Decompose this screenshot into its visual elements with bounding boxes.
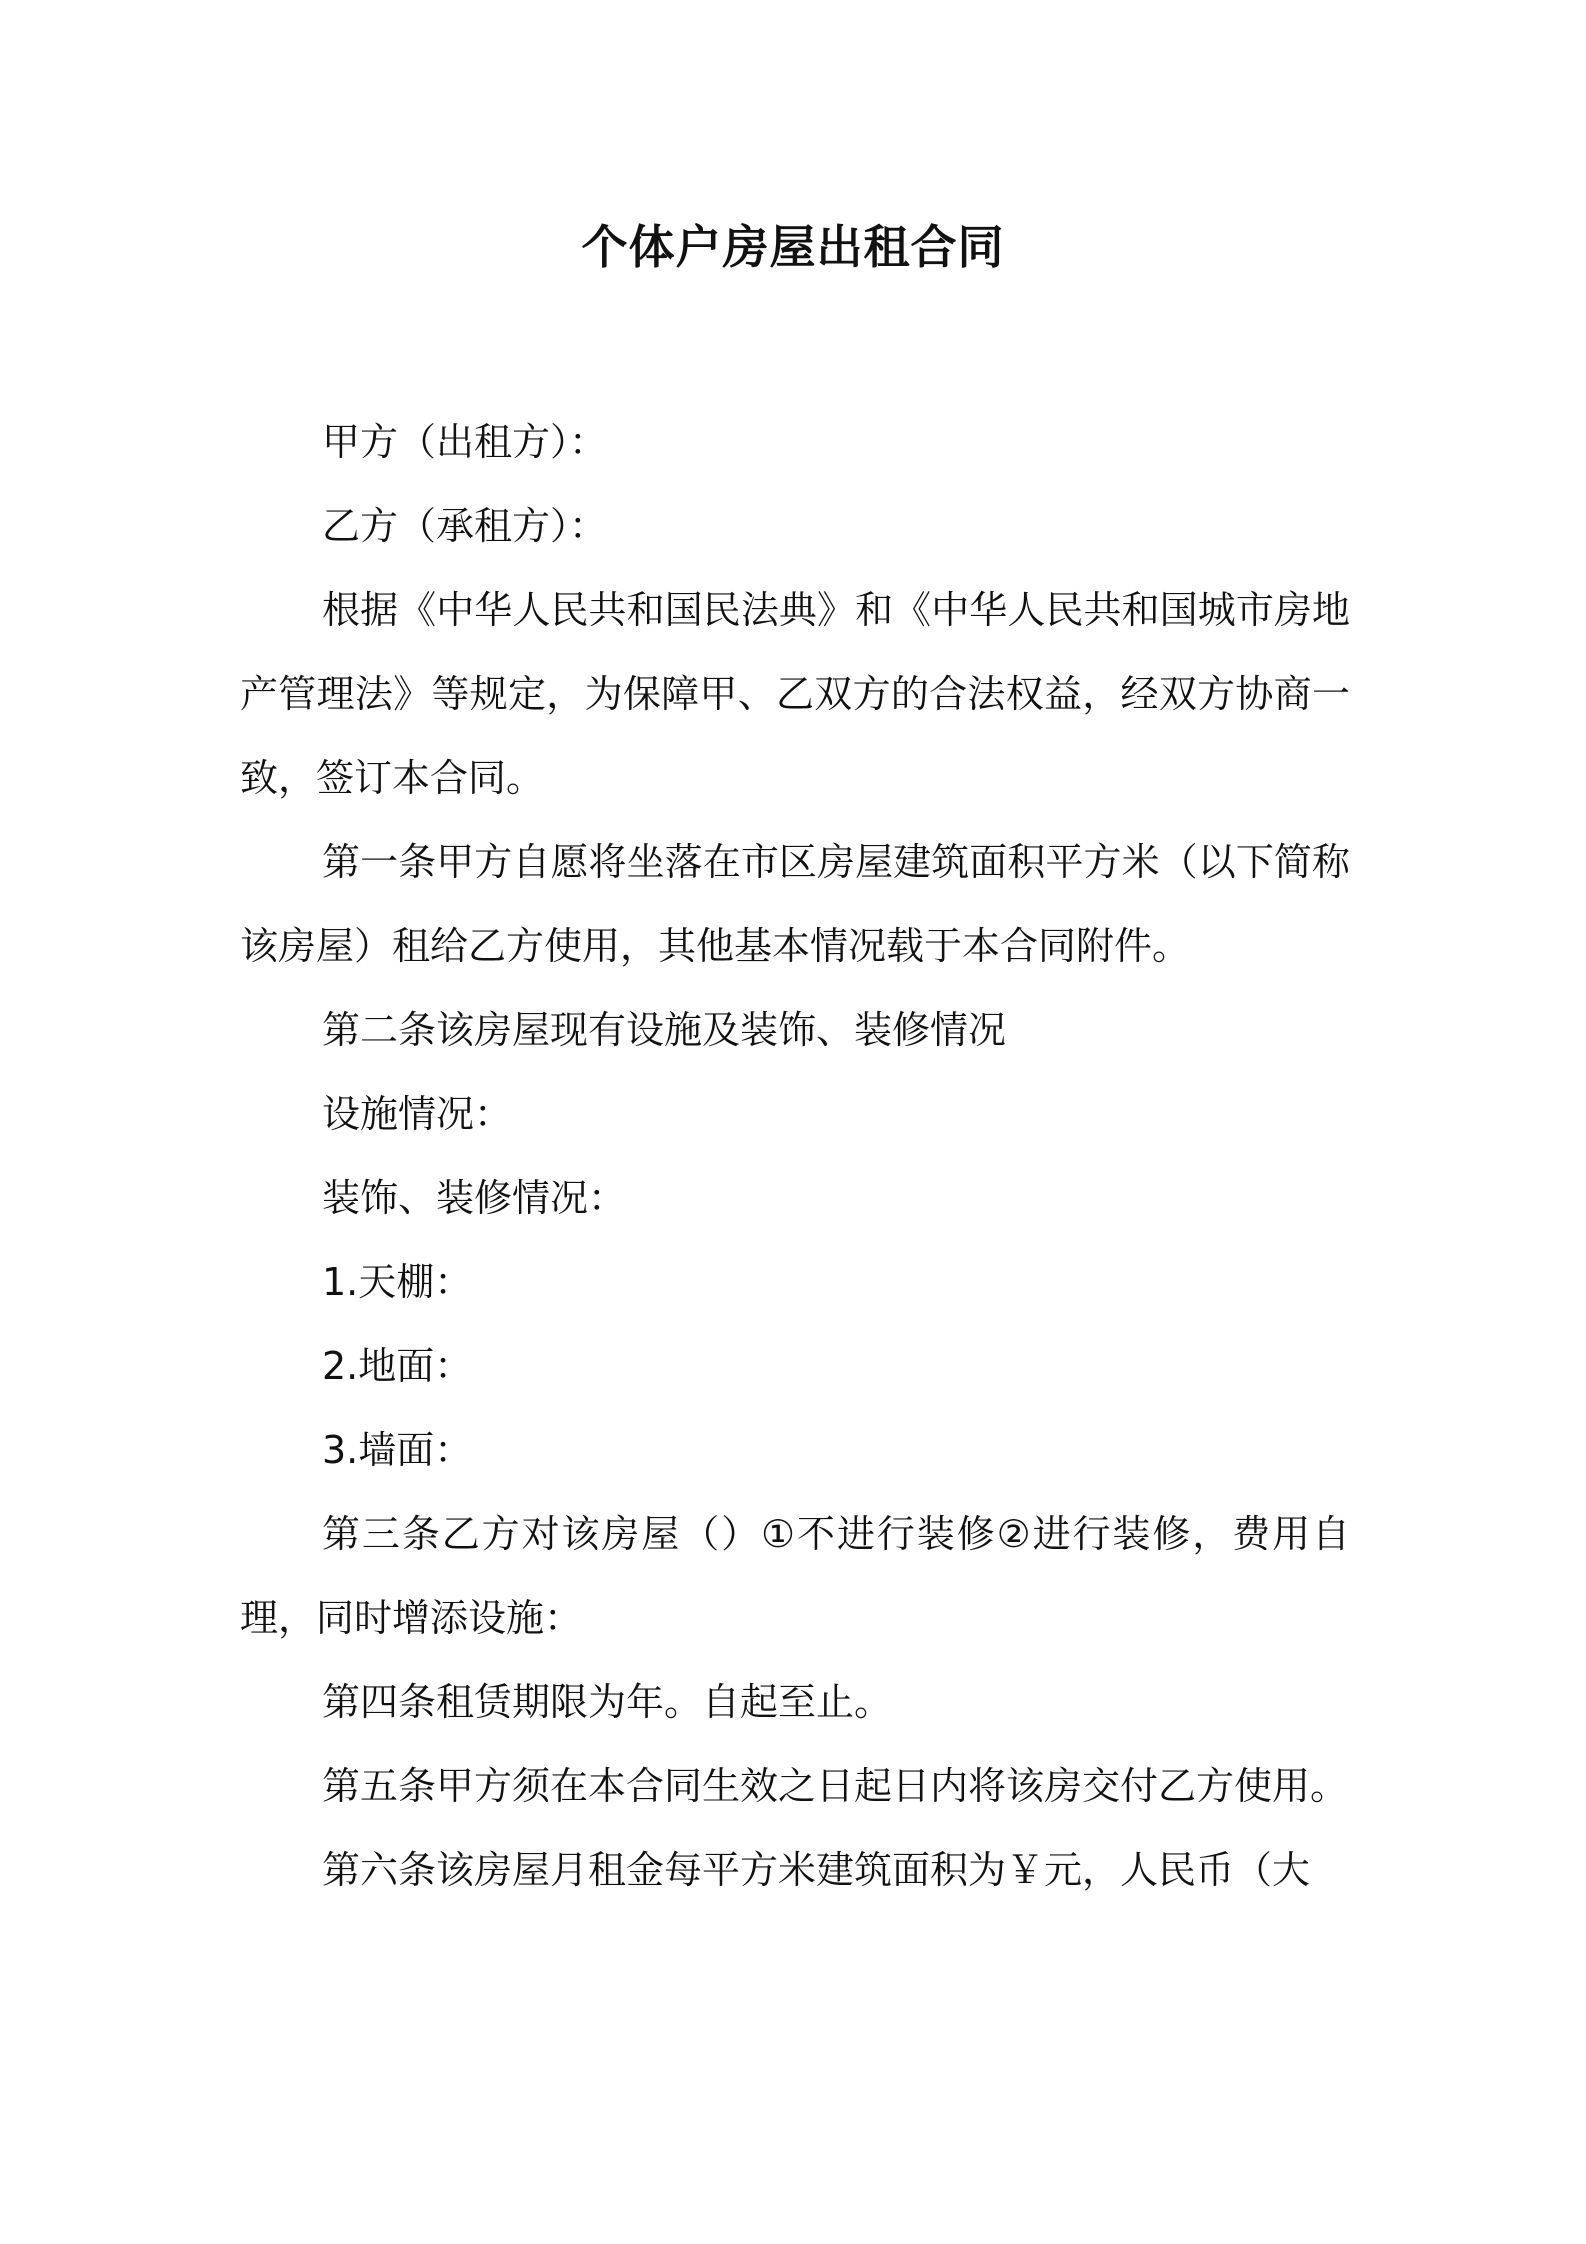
decoration-line: 装饰、装修情况： [322, 1176, 627, 1220]
ceiling-item: 1.天棚： [322, 1260, 473, 1304]
party-a-line: 甲方（出租方）： [322, 420, 608, 464]
article-6-paragraph: 第六条该房屋月租金每平方米建筑面积为￥元，人民币（大 [322, 1848, 1311, 1892]
wall-item: 3.墙面： [322, 1428, 473, 1472]
preamble-paragraph: 根据《中华人民共和国民法典》和《中华人民共和国城市房地产管理法》等规定，为保障甲、乙双方的合法权益，经双方协商一致，签订本合同。 [240, 588, 1350, 800]
article-1-paragraph: 第一条甲方自愿将坐落在市区房屋建筑面积平方米（以下简称该房屋）租给乙方使用，其他基本情况载于本合同附件。 [240, 840, 1350, 968]
article-2-heading: 第二条该房屋现有设施及装饰、装修情况 [322, 1008, 1007, 1052]
floor-item: 2.地面： [322, 1344, 473, 1388]
document-title: 个体户房屋出租合同 [581, 220, 1005, 274]
article-3-paragraph: 第三条乙方对该房屋（）①不进行装修②进行装修，费用自理，同时增添设施： [240, 1512, 1350, 1640]
facilities-line: 设施情况： [322, 1092, 513, 1136]
party-b-line: 乙方（承租方）： [322, 504, 608, 548]
document-body [240, 400, 1350, 1912]
article-5-paragraph: 第五条甲方须在本合同生效之日起日内将该房交付乙方使用。 [322, 1764, 1349, 1808]
article-4-paragraph: 第四条租赁期限为年。自起至止。 [322, 1680, 893, 1724]
